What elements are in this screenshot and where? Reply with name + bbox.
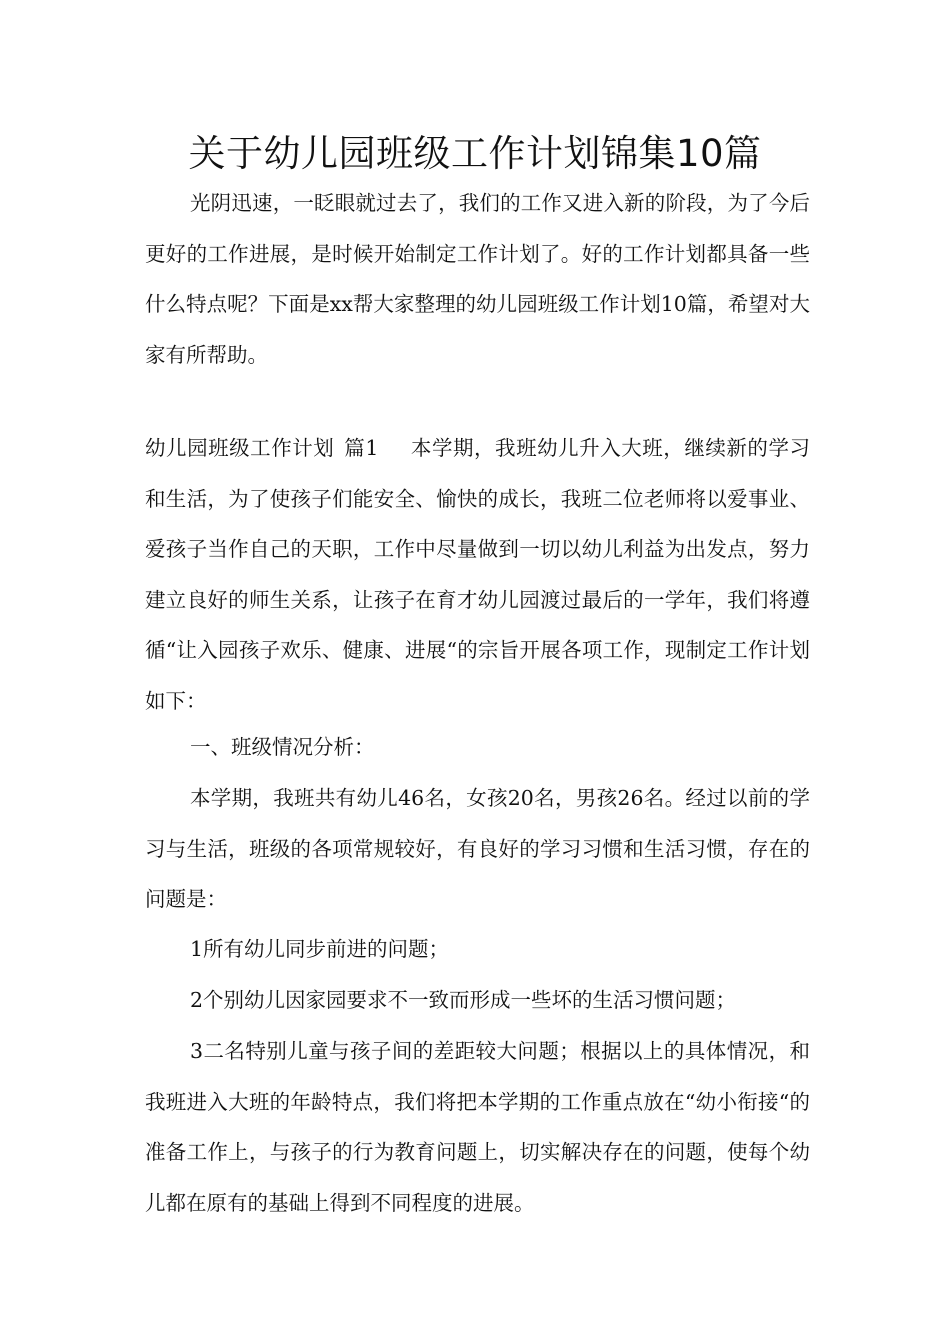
intro-paragraph: 光阴迅速，一眨眼就过去了，我们的工作又进入新的阶段，为了今后更好的工作进展，是时候开始制定工作计划了。好的工作计划都具备一些什么特点呢？下面是xx帮大家整理的幼儿园班级工作计划10篇，希望对大家有所帮助。: [145, 191, 810, 367]
section-1-paragraph: [145, 423, 810, 726]
section-1-text: 本学期，我班幼儿升入大班，继续新的学习和生活，为了使孩子们能安全、愉快的成长，我班二位老师将以爱事业、爱孩子当作自己的天职，工作中尽量做到一切以幼儿利益为出发点，努力建立良好的师生关系，让孩子在育才幼儿园渡过最后的一学年，我们将遵循“让入园孩子欢乐、健康、进展“的宗旨开展各项工作，现制定工作计划如下：: [145, 436, 810, 713]
document-title: 关于幼儿园班级工作计划锦集10篇: [188, 132, 762, 175]
section-1-part-label: 篇1: [344, 436, 379, 460]
class-situation-paragraph: 本学期，我班共有幼儿46名，女孩20名，男孩26名。经过以前的学习与生活，班级的各项常规较好，有良好的学习习惯和生活习惯，存在的问题是：: [145, 786, 810, 911]
subsection-heading: 一、班级情况分析：: [190, 735, 375, 759]
list-item: 3二名特别儿童与孩子间的差距较大问题；根据以上的具体情况，和我班进入大班的年龄特点，我们将把本学期的工作重点放在“幼小衔接“的准备工作上，与孩子的行为教育问题上，切实解决存在的问题，使每个幼儿都在原有的基础上得到不同程度的进展。: [145, 1039, 810, 1215]
list-item: 2个别幼儿因家园要求不一致而形成一些坏的生活习惯问题；: [190, 988, 737, 1012]
section-1-heading: 幼儿园班级工作计划: [145, 436, 335, 460]
list-item: 1所有幼儿同步前进的问题；: [190, 937, 450, 961]
